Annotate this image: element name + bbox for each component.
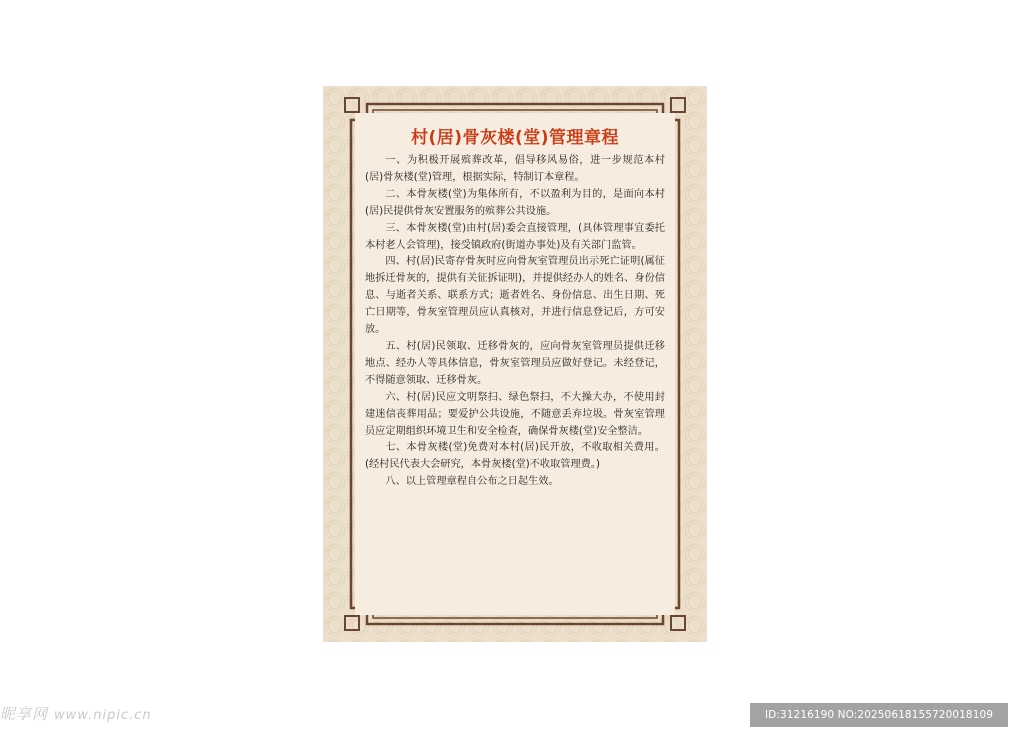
- paragraph-8: 八、以上管理章程自公布之日起生效。: [385, 476, 559, 488]
- paragraph-4: 四、村(居)民寄存骨灰时应向骨灰室管理员出示死亡证明(属征地拆迁骨灰的，提供有关征拆证明)，并提供经办人的姓名、身份信息、与逝者关系、联系方式；逝者姓名、身份信息、出生日期、死亡日期等，骨灰室管理员应认真核对，并进行信息登记后，方可安放。: [365, 256, 665, 336]
- site-watermark: [0, 703, 152, 724]
- paragraph-2: 二、本骨灰楼(堂)为集体所有，不以盈利为目的，是面向本村(居)民提供骨灰安置服务的殡葬公共设施。: [365, 188, 665, 217]
- paragraph-5: 五、村(居)民领取、迁移骨灰的，应向骨灰室管理员提供迁移地点、经办人等具体信息，骨灰室管理员应做好登记。未经登记，不得随意领取、迁移骨灰。: [365, 340, 665, 386]
- watermark-url: www.nipic.cn: [54, 708, 152, 723]
- paragraph-7: 七、本骨灰楼(堂)免费对本村(居)民开放，不收取相关费用。(经村民代表大会研究，本骨灰楼(堂)不收取管理费。): [365, 442, 665, 471]
- paragraph-1: 一、为积极开展殡葬改革，倡导移风易俗，进一步规范本村(居)骨灰楼(堂)管理，根据实际，特制订本章程。: [365, 155, 665, 183]
- watermark-brand: 昵享网: [0, 705, 49, 723]
- notice-board: [323, 86, 707, 642]
- paragraph-3: 三、本骨灰楼(堂)由村(居)委会直接管理，(具体管理事宜委托本村老人会管理)，接受镇政府(街道办事处)及有关部门监管。: [365, 222, 665, 251]
- content-panel: [355, 113, 675, 615]
- regulation-body: [365, 153, 665, 491]
- image-id-bar: ID:31216190 NO:20250618155720018109: [750, 703, 1008, 727]
- document-title: 村(居)骨灰楼(堂)管理章程: [410, 128, 620, 148]
- paragraph-6: 六、村(居)民应文明祭扫、绿色祭扫，不大操大办，不使用封建迷信丧葬用品；要爱护公共设施，不随意丢弃垃圾。骨灰室管理员应定期组织环境卫生和安全检查，确保骨灰楼(堂)安全整洁。: [365, 391, 665, 437]
